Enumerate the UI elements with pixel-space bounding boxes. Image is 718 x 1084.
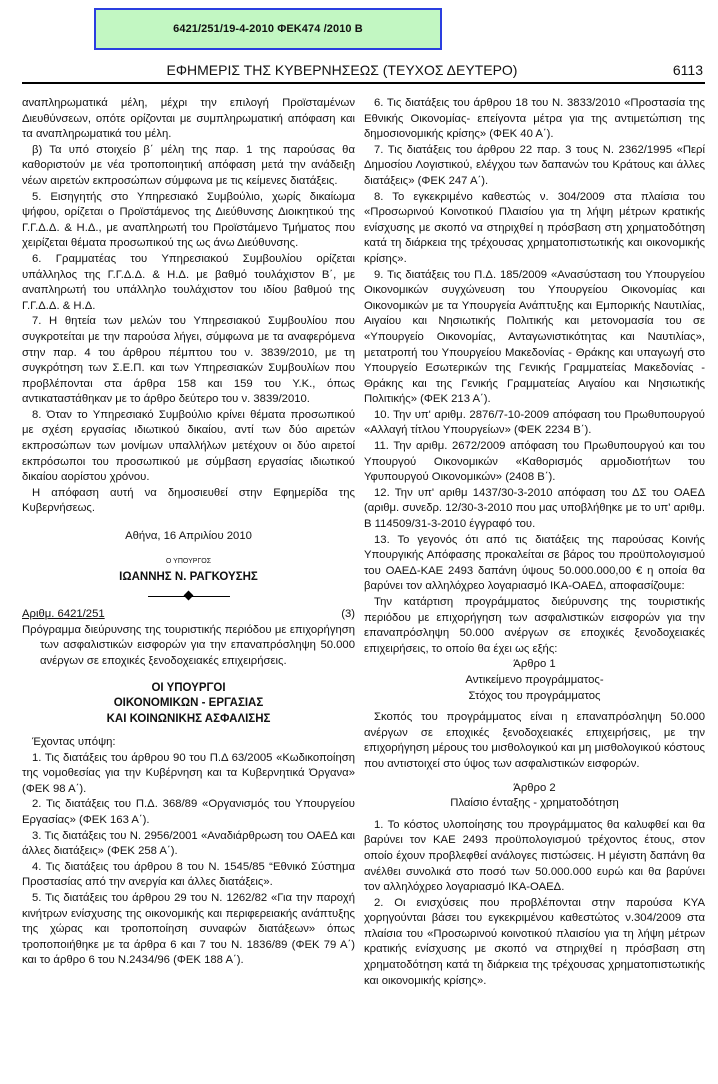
consideration-item: 2. Τις διατάξεις του Π.Δ. 368/89 «Οργανισμός του Υπουργείου Εργασίας» (ΦΕΚ 163 Α΄). (22, 798, 355, 827)
consideration-item: 10. Την υπ' αριθμ. 2876/7-10-2009 απόφαση του Πρωθυπουργού «Αλλαγή τίτλου Υπουργείων» (ΦΕΚ 2234 Β΄). (364, 408, 705, 437)
paragraph: αναπληρωματικά μέλη, μέχρι την επιλογή Προϊσταμένων Διευθύνσεων, οπότε ορίζονται με συμπληρωματική απόφαση και τα αναπληρωματικά του μέλη. (22, 97, 355, 141)
ministers-heading-line: ΚΑΙ ΚΟΙΝΩΝΙΚΗΣ ΑΣΦΑΛΙΣΗΣ (106, 712, 271, 725)
decision-number: Αριθμ. 6421/251 (22, 608, 105, 621)
running-header (22, 60, 705, 84)
article-1-text: Σκοπός του προγράμματος είναι η επαναπρόσληψη 50.000 ανέργων σε εποχικές ξενοδοχειακές επιχειρήσεις, με την επιχορήγηση μέρους του μισθολογικού και μη μισθολογικού κόστους που αντιστοιχεί στο ύψος των ασφαλιστικών εισφορών. (364, 711, 705, 770)
decision-title: Πρόγραμμα διεύρυνσης της τουριστικής περιόδου με επιχορήγηση των ασφαλιστικών εισφορών για την επαναπρόσληψη 50.000 ανέργων σε εποχικές ξενοδοχειακές επιχειρήσεις. (22, 623, 355, 667)
consideration-item: 7. Τις διατάξεις του άρθρου 22 παρ. 3 τους Ν. 2362/1995 «Περί Δημοσίου Λογιστικού, ελέγχου των δαπανών του Κράτους και άλλες διατάξεις» (ΦΕΚ 247 Α΄). (364, 143, 705, 187)
decision-sequence: (3) (341, 608, 355, 621)
ministers-heading-line: ΟΙΚΟΝΟΜΙΚΩΝ - ΕΡΓΑΣΙΑΣ (113, 697, 264, 710)
article-2-paragraph: 2. Οι ενισχύσεις που προβλέπονται στην παρούσα ΚΥΑ χορηγούνται βάσει του εγκεκριμένου καθεστώτος ν.304/2009 στα πλαίσια του «Προσωρινού κοινοτικού πλαισίου για τη λήψη μέτρων κρατικής ενίσχυσης με σκοπό να στηριχθεί η πρόσβαση στη χρηματοδότηση κατά τη διάρκεια της τρέχουσας χρηματοπιστωτικής και οικονομικής κρίσης». (364, 896, 705, 987)
ministers-heading (22, 681, 355, 728)
right-column (364, 96, 705, 989)
consideration-item: 13. Το γεγονός ότι από τις διατάξεις της παρούσας Κοινής Υπουργικής Απόφασης προκαλείται σε βάρος του προϋπολογισμού του ΟΑΕΔ-ΚΑΕ 2493 δαπάνη ύψους 50.000.000,00 € η οποία θα βαρύνει τον αλληλόχρεο λογαριασμό ΙΚΑ-ΟΑΕΔ, αποφασίζουμε: (364, 533, 705, 593)
consideration-item: 5. Τις διατάξεις του άρθρου 29 του Ν. 1262/82 «Για την παροχή κινήτρων ενίσχυσης της οικονομικής και περιφερειακής ανάπτυξης της χώρας και τροποποίηση συναφών διατάξεων» όπως τροποποιήθηκε με τα άρθρα 6 και 7 του Ν. 1836/89 (ΦΕΚ 79 Α΄) και το άρθρο 6 του Ν.2434/96 (ΦΕΚ 188 Α΄). (22, 892, 355, 967)
decision-text: Την κατάρτιση προγράμματος διεύρυνσης της τουριστικής περιόδου με επιχορήγηση των ασφαλιστικών εισφορών για την επαναπρόσληψη 50.000 ανέργων σε εποχικές ξενοδοχειακές επιχειρήσεις, το οποίο θα έχει ως εξής: (364, 596, 705, 655)
article-1-heading (364, 657, 705, 704)
decision-header (22, 607, 355, 623)
article-number: Άρθρο 1 (513, 658, 556, 671)
consideration-item: 8. Το εγκεκριμένο καθεστώς ν. 304/2009 στα πλαίσια του «Προσωρινού Κοινοτικού Πλαισίου για τη λήψη μέτρων κρατικής ενίσχυσης με σκοπό να στηριχθεί η πρόσβαση στη χρηματοδότηση κατά τη διάρκεια της τρέχουσας χρηματοπιστωτικής και οικονομικής κρίσης». (364, 190, 705, 265)
paragraph: 6. Γραμματέας του Υπηρεσιακού Συμβουλίου ορίζεται υπάλληλος της Γ.Γ.Δ.Δ. & Η.Δ. με βαθμό τουλάχιστον Β΄, με αναπληρωτή του υπάλληλο τουλάχιστον του ιδίου βαθμού της Γ.Γ.Δ.Δ. & Η.Δ. (22, 252, 355, 312)
paragraph: β) Τα υπό στοιχείο β΄ μέλη της παρ. 1 της παρούσας θα καθοριστούν με νέα τροποποιητική απόφαση μετά την ανάδειξη νέων αιρετών εκπροσώπων σύμφωνα με τις κείμενες διατάξεις. (22, 143, 355, 187)
article-2-paragraph: 1. Το κόστος υλοποίησης του προγράμματος θα καλυφθεί και θα βαρύνει τον ΚΑΕ 2493 προϋπολογισμού τρέχοντος έτους, στον οποίο έχουν προβλεφθεί ανάλογες πιστώσεις. Η μέγιστη δαπάνη θα ανέλθει συνολικά στο ποσό των 50.000.000 ευρώ και θα βαρύνει τον αλληλόχρεο λογαριασμό ΙΚΑ-ΟΑΕΔ. (364, 818, 705, 894)
consideration-item: 1. Τις διατάξεις του άρθρου 90 του Π.Δ 63/2005 «Κωδικοποίηση της νομοθεσίας για την Κυβέρνηση και τα Κυβερνητικά Όργανα» (ΦΕΚ 98 Α΄). (22, 751, 355, 795)
consideration-item: 3. Τις διατάξεις του Ν. 2956/2001 «Αναδιάρθρωση του ΟΑΕΔ και άλλες διατάξεις» (ΦΕΚ 258 Α΄). (22, 829, 355, 858)
stamp-text: 6421/251/19-4-2010 ΦΕΚ474 /2010 Β (173, 23, 363, 35)
paragraph: 5. Εισηγητής στο Υπηρεσιακό Συμβούλιο, χωρίς δικαίωμα ψήφου, ορίζεται ο Προϊστάμενος της Διεύθυνσης Διοικητικού της Γ.Γ.Δ.Δ. & Η.Δ., με αναπληρωτή του Προϊστάμενο Τμήματος που χειρίζεται θέματα προσωπικού της ως άνω Διεύθυνσης. (22, 190, 355, 250)
minister-name: ΙΩΑΝΝΗΣ Ν. ΡΑΓΚΟΥΣΗΣ (119, 570, 258, 583)
considering-label: Έχοντας υπόψη: (32, 736, 116, 749)
article-number: Άρθρο 2 (513, 781, 556, 794)
fek-reference-stamp (94, 8, 442, 50)
article-subtitle: Πλαίσιο ένταξης - χρηματοδότηση (450, 797, 619, 810)
paragraph: 8. Όταν το Υπηρεσιακό Συμβούλιο κρίνει θέματα προσωπικού με σχέση εργασίας ιδιωτικού δικαίου, αντί των δύο αιρετών εκπροσώπων των μονίμων υπαλλήλων μετέχουν οι δύο αιρετοί εκπρόσωποι του προσωπικού με σύμβαση εργασίας ιδιωτικού δικαίου αορίστου χρόνου. (22, 408, 355, 484)
article-subtitle: Στόχος του προγράμματος (468, 689, 601, 702)
minister-title: Ο ΥΠΟΥΡΓΟΣ (165, 557, 212, 565)
diamond-ornament-icon (183, 591, 193, 601)
signing-date: Αθήνα, 16 Απριλίου 2010 (125, 530, 252, 543)
consideration-item: 6. Τις διατάξεις του άρθρου 18 του Ν. 3833/2010 «Προστασία της Εθνικής Οικονομίας- επείγοντα μέτρα για της αντιμετώπιση της δημοσιονομικής κρίσης» (ΦΕΚ 40 Α΄). (364, 97, 705, 141)
consideration-item: 11. Την αριθμ. 2672/2009 απόφαση του Πρωθυπουργού και του Υπουργού Οικονομικών «Καθορισμός αρμοδιοτήτων του Υφυπουργού Οικονομικών» (2408 Β΄). (364, 440, 705, 484)
consideration-item: 4. Τις διατάξεις του άρθρου 8 του Ν. 1545/85 “Εθνικό Σύστημα Προστασίας από την ανεργία και άλλες διατάξεις». (22, 860, 355, 889)
consideration-item: 9. Τις διατάξεις του Π.Δ. 185/2009 «Ανασύσταση του Υπουργείου Οικονομικών συγχώνευση του Υπουργείου Οικονομίας και Οικονομικών με τα Υπουργεία Ανάπτυξης και Εμπορικής Ναυτιλίας, Αιγαίου και Νησιωτικής Πολιτικής και μετονομασία του σε «Υπουργείο Οικονομίας, Ανταγωνιστικότητας και Ναυτιλίας», μετατροπή του Υπουργείου Μακεδονίας - Θράκης και υπαγωγή στο Υπουργείο Εσωτερικών της Γενικής Γραμματείας Μακεδονίας - Θράκης και της Γενικής Γραμματείας Αιγαίου και Νησιωτικής Πολιτικής» (ΦΕΚ 213 Α΄). (364, 268, 705, 406)
article-subtitle: Αντικείμενο προγράμματος- (465, 673, 604, 686)
page-number: 6113 (672, 62, 703, 78)
paragraph: Η απόφαση αυτή να δημοσιευθεί στην Εφημερίδα της Κυβερνήσεως. (22, 486, 355, 515)
consideration-item: 12. Την υπ' αριθμ 1437/30-3-2010 απόφαση του ΔΣ του ΟΑΕΔ (αριθμ. συνεδρ. 12/30-3-2010 που μας υποβλήθηκε με το υπ' αριθμ. Β 114509/31-3-2010 έγγραφό του. (364, 486, 705, 531)
article-2-heading (364, 781, 705, 812)
section-divider (148, 591, 230, 601)
gazette-title: ΕΦΗΜΕΡΙΣ ΤΗΣ ΚΥΒΕΡΝΗΣΕΩΣ (ΤΕΥΧΟΣ ΔΕΥΤΕΡΟ) (166, 62, 518, 78)
ministers-heading-line: ΟΙ ΥΠΟΥΡΓΟΙ (151, 681, 226, 694)
paragraph: 7. Η θητεία των μελών του Υπηρεσιακού Συμβουλίου που συγκροτείται με την παρούσα λήγει, σύμφωνα με τα αναφερόμενα στην παρ. 4 του άρθρου πέμπτου του ν. 3839/2010, με τη συγκρότηση των Σ.Ε.Π. και των Υπηρεσιακών Συμβουλίων που προβλέπονται στα άρθρα 158 και 159 του Υ.Κ., όπως αντικαταστάθηκαν με το άρθρο δεύτερο του ν. 3839/2010. (22, 315, 355, 406)
left-column (22, 96, 355, 969)
